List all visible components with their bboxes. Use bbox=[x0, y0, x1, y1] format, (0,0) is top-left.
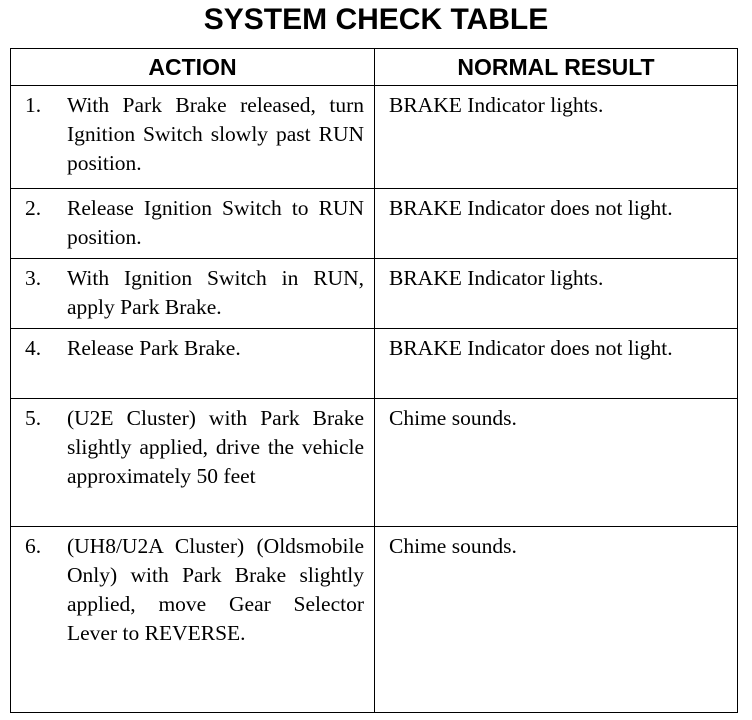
step-number: 3. bbox=[25, 266, 42, 290]
table-row bbox=[11, 259, 738, 329]
result-cell: BRAKE Indicator does not light. bbox=[375, 189, 738, 259]
action-text: (U2E Cluster) with Park Brake slightly applied, drive the vehicle approximately 50 feet bbox=[67, 406, 364, 488]
system-check-table bbox=[10, 48, 738, 713]
action-cell bbox=[11, 86, 375, 189]
action-text: With Ignition Switch in RUN, apply Park Brake. bbox=[67, 266, 364, 319]
result-cell: BRAKE Indicator lights. bbox=[375, 86, 738, 189]
result-cell: BRAKE Indicator lights. bbox=[375, 259, 738, 329]
result-cell: Chime sounds. bbox=[375, 527, 738, 713]
step-number: 6. bbox=[25, 534, 42, 558]
table-header-row bbox=[11, 49, 738, 86]
column-header-action: ACTION bbox=[11, 49, 375, 86]
column-header-normal-result: NORMAL RESULT bbox=[375, 49, 738, 86]
action-cell bbox=[11, 527, 375, 713]
action-cell bbox=[11, 399, 375, 527]
action-cell bbox=[11, 189, 375, 259]
step-number: 2. bbox=[25, 196, 42, 220]
action-cell bbox=[11, 329, 375, 399]
page-title: SYSTEM CHECK TABLE bbox=[203, 3, 549, 36]
action-text: (UH8/U2A Cluster) (Oldsmobile Only) with Park Brake slightly applied, move Gear Selector Lever to REVERSE. bbox=[67, 534, 364, 645]
step-number: 1. bbox=[25, 93, 42, 117]
action-text: Release Park Brake. bbox=[67, 336, 241, 360]
step-number: 4. bbox=[25, 336, 42, 360]
table-row bbox=[11, 329, 738, 399]
step-number: 5. bbox=[25, 406, 42, 430]
table-row bbox=[11, 189, 738, 259]
table-row bbox=[11, 86, 738, 189]
action-text: With Park Brake released, turn Ignition Switch slowly past RUN position. bbox=[67, 93, 364, 175]
action-cell bbox=[11, 259, 375, 329]
result-cell: Chime sounds. bbox=[375, 399, 738, 527]
result-cell: BRAKE Indicator does not light. bbox=[375, 329, 738, 399]
table-row bbox=[11, 527, 738, 713]
action-text: Release Ignition Switch to RUN position. bbox=[67, 196, 364, 249]
table-row bbox=[11, 399, 738, 527]
